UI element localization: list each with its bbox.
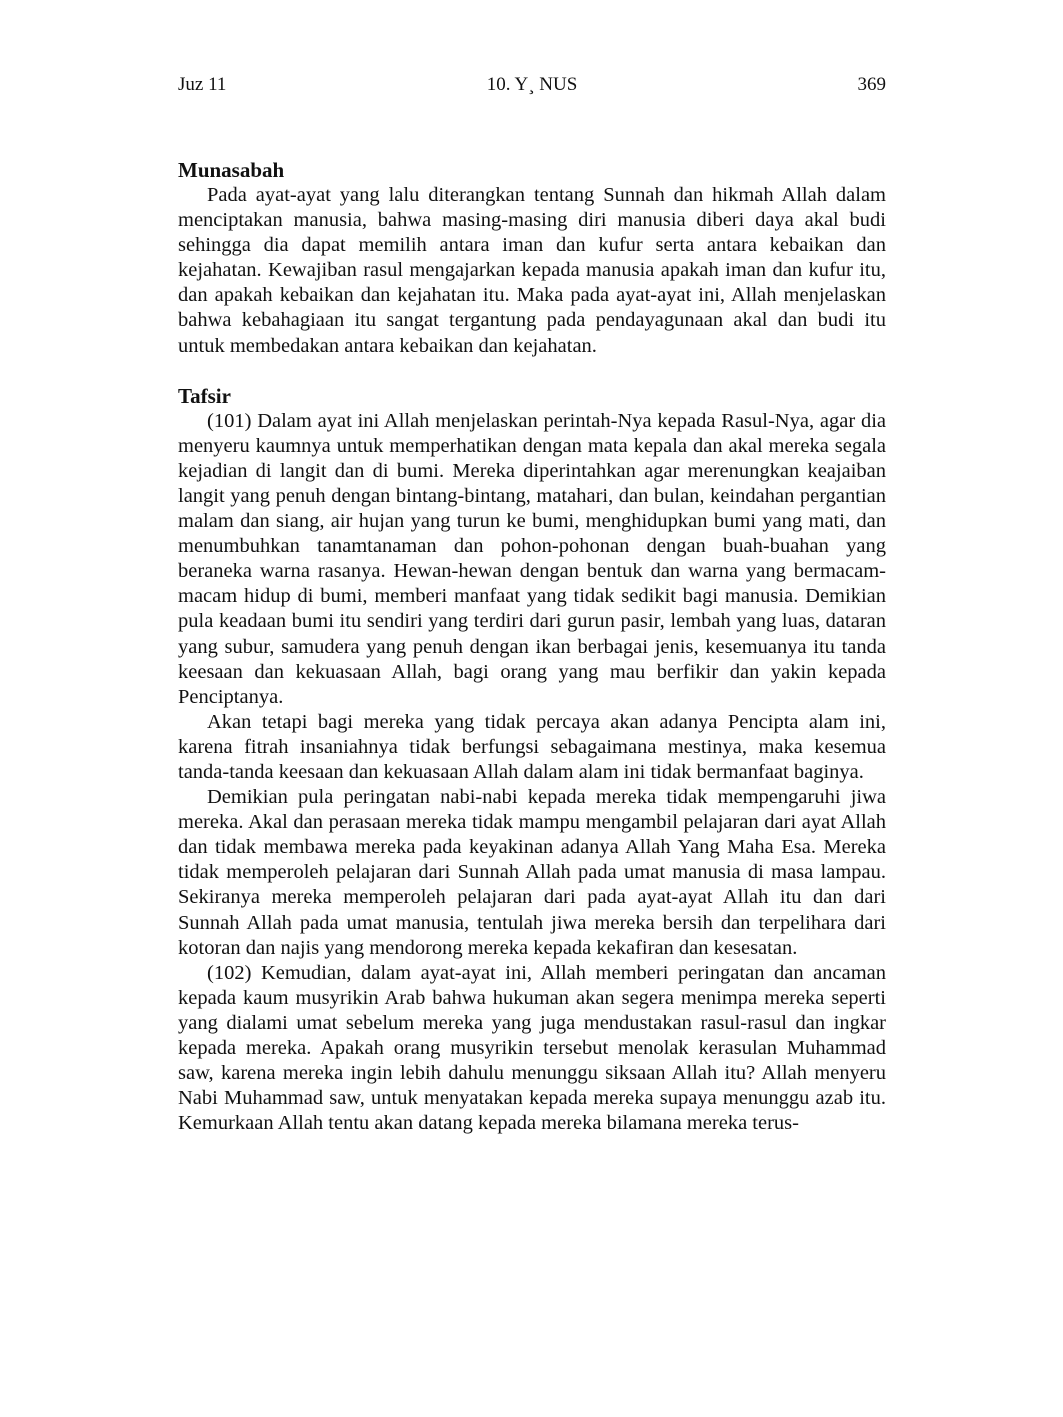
juz-label: Juz 11 — [178, 74, 227, 95]
munasabah-section — [178, 158, 886, 359]
munasabah-paragraph: Pada ayat-ayat yang lalu diterangkan tentang Sunnah dan hikmah Allah dalam menciptakan manusia, bahwa masing-masing diri manusia diberi daya akal budi sehingga dia dapat memilih antara iman dan kufur serta antara kebaikan dan kejahatan. Kewajiban rasul mengajarkan kepada manusia apakah iman dan kufur itu, dan apakah kebaikan dan kejahatan itu. Maka pada ayat-ayat ini, Allah menjelaskan bahwa kebahagiaan itu sangat tergantung pada pendayagunaan akal dan budi itu untuk membedakan antara kebaikan dan kejahatan. — [178, 184, 886, 357]
tafsir-heading: Tafsir — [178, 383, 231, 408]
tafsir-paragraph-warnings: Demikian pula peringatan nabi-nabi kepada mereka tidak mempengaruhi jiwa mereka. Akal dan perasaan mereka tidak mampu mengambil pelajaran dari ayat Allah dan tidak membawa mereka pada keyakinan adanya Allah Yang Maha Esa. Mereka tidak memperoleh pelajaran dari Sunnah Allah pada umat manusia di masa lampau. Sekiranya mereka memperoleh pelajaran dari pada ayat-ayat Allah itu dan dari Sunnah Allah pada umat manusia, tentulah jiwa mereka bersih dan terpelihara dari kotoran dan najis yang mendorong mereka kepada kekafiran dan kesesatan. — [178, 786, 886, 959]
running-header — [178, 74, 886, 104]
page-number: 369 — [857, 74, 886, 95]
tafsir-paragraph-102: (102) Kemudian, dalam ayat-ayat ini, Allah memberi peringatan dan ancaman kepada kaum musyrikin Arab bahwa hukuman akan segera menimpa mereka seperti yang dialami umat sebelum mereka yang juga mendustakan rasul-rasul dan ingkar kepada mereka. Apakah orang musyrikin tersebut menolak kerasulan Muhammad saw, karena mereka ingin lebih dahulu menunggu siksaan Allah itu? Allah menyeru Nabi Muhammad saw, untuk menyatakan kepada mereka supaya menunggu azab itu. Kemurkaan Allah tentu akan datang kepada mereka bilamana mereka terus- — [178, 961, 886, 1135]
book-page — [178, 74, 886, 1136]
tafsir-paragraph-disbelievers: Akan tetapi bagi mereka yang tidak percaya akan adanya Pencipta alam ini, karena fitrah insaniahnya tidak berfungsi sebagaimana mestinya, maka kesemua tanda-tanda keesaan dan kekuasaan Allah dalam alam ini tidak bermanfaat baginya. — [178, 710, 886, 783]
munasabah-heading: Munasabah — [178, 158, 285, 182]
surah-title: 10. Y¸ NUS — [486, 74, 578, 95]
tafsir-section — [178, 384, 886, 1137]
tafsir-paragraph-101: (101) Dalam ayat ini Allah menjelaskan perintah-Nya kepada Rasul-Nya, agar dia menyeru kaumnya untuk memperhatikan dengan mata kepala dan akal mereka segala kejadian di langit dan di bumi. Mereka diperintahkan agar merenungkan keajaiban langit yang penuh dengan bintang-bintang, matahari, dan bulan, keindahan pergantian malam dan siang, air hujan yang turun ke bumi, menghidupkan bumi yang mati, dan menumbuhkan tanamtanaman dan pohon-pohonan dengan buah-buahan yang beraneka warna rasanya. Hewan-hewan dengan bentuk dan warna yang bermacam-macam hidup di bumi, memberi manfaat yang tidak sedikit bagi manusia. Demikian pula keadaan bumi itu sendiri yang terdiri dari gurun pasir, lembah yang luas, dataran yang subur, samudera yang penuh dengan ikan berbagai jenis, kesemuanya itu tanda keesaan dan kekuasaan Allah, bagi orang yang mau berfikir dan yakin kepada Penciptanya. — [178, 409, 886, 708]
